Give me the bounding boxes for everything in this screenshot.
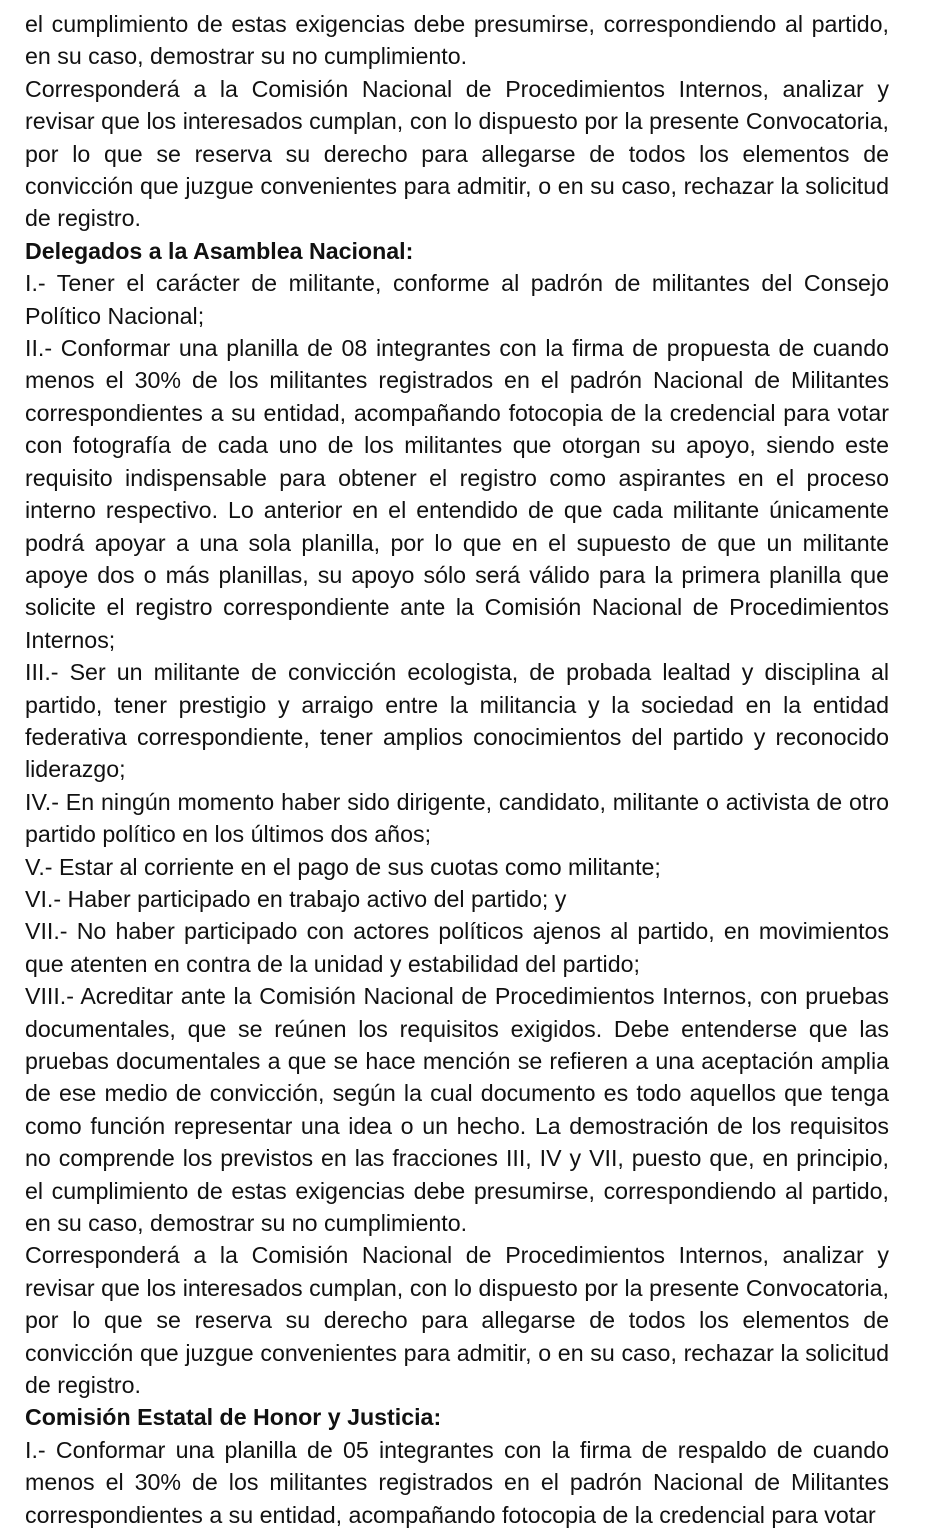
requirement-viii: VIII.- Acreditar ante la Comisión Nacional de Procedimientos Internos, con pruebas documentales, que se reúnen los requisitos exigidos. Debe entenderse que las pruebas documentales a que se hace mención se refieren a una aceptación amplia de ese medio de convicción, según la cual documento es todo aquellos que tenga como función representar una idea o un hecho. La demostración de los requisitos no comprende los previstos en las fracciones III, IV y VII, puesto que, en principio, el cumplimiento de estas exigencias debe presumirse, correspondiendo al partido, en su caso, demostrar su no cumplimiento. — [25, 983, 889, 1237]
section-heading-comision-honor: Comisión Estatal de Honor y Justicia: — [25, 1404, 442, 1431]
requirement-v: V.- Estar al corriente en el pago de sus cuotas como militante; — [25, 853, 661, 880]
section-heading-delegados: Delegados a la Asamblea Nacional: — [25, 237, 414, 264]
requirement-ii: II.- Conformar una planilla de 08 integrantes con la firma de propuesta de cuando menos el 30% de los militantes registrados en el padrón Nacional de Militantes correspondientes a su entidad, acompañando fotocopia de la credencial para votar con fotografía de cada uno de los militantes que otorgan su apoyo, siendo este requisito indispensable para obtener el registro como aspirantes en el proceso interno respectivo. Lo anterior en el entendido de que cada militante únicamente podrá apoyar a una sola planilla, por lo que en el supuesto de que un militante apoye dos o más planillas, su apoyo sólo será válido para la primera planilla que solicite el registro correspondiente ante la Comisión Nacional de Procedimientos Internos; — [25, 335, 889, 653]
requirement-i-comision: I.- Conformar una planilla de 05 integrantes con la firma de respaldo de cuando menos el 30% de los militantes registrados en el padrón Nacional de Militantes correspondientes a su entidad, acompañando fotocopia de la credencial para votar — [25, 1436, 889, 1528]
requirement-iii: III.- Ser un militante de convicción ecologista, de probada lealtad y disciplina al partido, tener prestigio y arraigo entre la militancia y la sociedad en la entidad federativa correspondiente, tener amplios conocimientos del partido y reconocido liderazgo; — [25, 659, 889, 783]
paragraph-review-clause: Corresponderá a la Comisión Nacional de Procedimientos Internos, analizar y revisar que los interesados cumplan, con lo dispuesto por la presente Convocatoria, por lo que se reserva su derecho para allegarse de todos los elementos de convicción que juzgue convenientes para admitir, o en su caso, rechazar la solicitud de registro. — [25, 75, 889, 232]
paragraph-review-clause-2: Corresponderá a la Comisión Nacional de Procedimientos Internos, analizar y revisar que los interesados cumplan, con lo dispuesto por la presente Convocatoria, por lo que se reserva su derecho para allegarse de todos los elementos de convicción que juzgue convenientes para admitir, o en su caso, rechazar la solicitud de registro. — [25, 1242, 889, 1399]
requirement-vii: VII.- No haber participado con actores políticos ajenos al partido, en movimientos que atenten en contra de la unidad y estabilidad del partido; — [25, 918, 889, 977]
requirement-iv: IV.- En ningún momento haber sido dirigente, candidato, militante o activista de otro partido político en los últimos dos años; — [25, 788, 889, 848]
requirement-i: I.- Tener el carácter de militante, conforme al padrón de militantes del Consejo Político Nacional; — [25, 270, 889, 329]
paragraph-continuation: el cumplimiento de estas exigencias debe presumirse, correspondiendo al partido, en su caso, demostrar su no cumplimiento. — [25, 11, 889, 70]
requirement-vi: VI.- Haber participado en trabajo activo del partido; y — [25, 885, 567, 912]
